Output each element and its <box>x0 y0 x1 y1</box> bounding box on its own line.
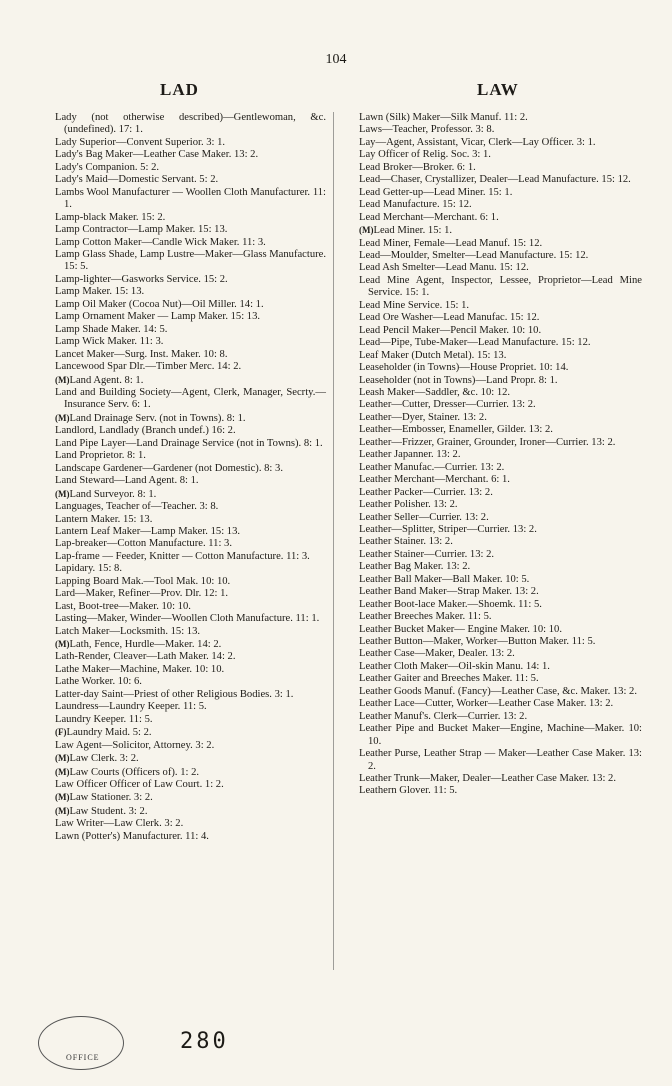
entry-text: Leather Boot-lace Maker.—Shoemk. 11: 5. <box>359 598 542 610</box>
index-entry <box>34 563 326 575</box>
entry-text: Leather—Splitter, Striper—Currier. 13: 2. <box>359 523 537 535</box>
index-entry <box>342 238 642 250</box>
index-entry <box>34 162 326 174</box>
entry-text: Lath, Fence, Hurdle—Maker. 14: 2. <box>69 639 222 651</box>
entry-text: Lawn (Potter's) Manufacturer. 11: 4. <box>55 830 209 842</box>
index-entry <box>34 638 326 651</box>
entry-mark: (M) <box>55 805 70 816</box>
entry-text: Lead Miner. 15: 1. <box>373 225 453 237</box>
entry-text: Lead Pencil Maker—Pencil Maker. 10: 10. <box>359 324 542 336</box>
index-entry <box>34 425 326 437</box>
entry-text: Lawn (Silk) Maker—Silk Manuf. 11: 2. <box>359 112 528 123</box>
entry-text: Lard—Maker, Refiner—Prov. Dlr. 12: 1. <box>55 588 229 600</box>
entry-text: Leather Goods Manuf. (Fancy)—Leather Case, &c. Maker. 13: 2. <box>359 685 637 697</box>
entry-text: Leather Pipe and Bucket Maker—Engine, Machine—Maker. 10: 10. <box>359 723 642 747</box>
index-entry <box>342 312 642 324</box>
index-entry <box>342 300 642 312</box>
entry-text: Leather Merchant—Merchant. 6: 1. <box>359 474 510 486</box>
index-entry <box>342 325 642 337</box>
index-entry <box>34 387 326 412</box>
index-entry <box>34 551 326 563</box>
entry-text: Leather Japanner. 13: 2. <box>359 449 461 461</box>
index-entry <box>34 701 326 713</box>
index-entry <box>34 613 326 625</box>
entry-text: Law Clerk. 3: 2. <box>69 753 139 765</box>
entry-text: Leash Maker—Saddler, &c. 10: 12. <box>359 386 511 398</box>
index-entry <box>342 723 642 748</box>
index-entry <box>342 512 642 524</box>
index-entry <box>342 449 642 461</box>
index-entry <box>34 488 326 501</box>
entry-text: Lead Mine Service. 15: 1. <box>359 299 470 311</box>
entry-text: Leather Cloth Maker—Oil-skin Manu. 14: 1. <box>359 660 550 672</box>
entry-text: Leaf Maker (Dutch Metal). 15: 13. <box>359 349 507 361</box>
entry-text: Lead Getter-up—Lead Miner. 15: 1. <box>359 186 513 198</box>
entry-text: Lady's Companion. 5: 2. <box>55 161 160 173</box>
entry-text: Leathern Glover. 11: 5. <box>359 785 458 797</box>
entry-text: Lead Ore Washer—Lead Manufac. 15: 12. <box>359 312 540 324</box>
index-entry <box>342 149 642 161</box>
entry-text: Leather—Dyer, Stainer. 13: 2. <box>359 411 487 423</box>
entry-text: Lath-Render, Cleaver—Lath Maker. 14: 2. <box>55 651 236 663</box>
index-entry <box>342 574 642 586</box>
index-entry <box>342 686 642 698</box>
entry-mark: (M) <box>359 225 374 236</box>
entry-text: Lap-frame — Feeder, Knitter — Cotton Manufacture. 11: 3. <box>55 550 310 562</box>
entry-text: Lamp Contractor—Lamp Maker. 15: 13. <box>55 224 228 236</box>
entry-text: Leather Packer—Currier. 13: 2. <box>359 486 493 498</box>
entry-text: Leather Stainer—Currier. 13: 2. <box>359 548 495 560</box>
index-entry <box>342 112 642 124</box>
entry-text: Leather Purse, Leather Strap — Maker—Leather Case Maker. 13: 2. <box>359 748 642 772</box>
index-entry <box>342 624 642 636</box>
index-entry <box>34 249 326 274</box>
index-entry <box>34 361 326 373</box>
entry-text: Land Steward—Land Agent. 8: 1. <box>55 475 199 487</box>
index-entry <box>342 636 642 648</box>
entry-text: Laws—Teacher, Professor. 3: 8. <box>359 124 495 136</box>
entry-text: Lamp-black Maker. 15: 2. <box>55 211 166 223</box>
index-entry <box>34 412 326 425</box>
entry-text: Land Proprietor. 8: 1. <box>55 450 146 462</box>
index-entry <box>34 805 326 818</box>
entry-text: Languages, Teacher of—Teacher. 3: 8. <box>55 501 219 513</box>
entry-mark: (M) <box>55 488 70 499</box>
entry-text: Lamp Cotton Maker—Candle Wick Maker. 11: 3. <box>55 236 266 248</box>
entry-text: Lapidary. 15: 8. <box>55 563 122 575</box>
index-entry <box>34 526 326 538</box>
index-entry <box>342 711 642 723</box>
entry-text: Lady's Bag Maker—Leather Case Maker. 13: 2. <box>55 149 259 161</box>
entry-text: Leather Trunk—Maker, Dealer—Leather Case Maker. 13: 2. <box>359 773 616 785</box>
index-entry <box>34 174 326 186</box>
index-entry <box>342 162 642 174</box>
entry-text: Law Courts (Officers of). 1: 2. <box>69 766 200 778</box>
entry-text: Leather Button—Maker, Worker—Button Maker. 11: 5. <box>359 636 596 648</box>
entry-text: Leather Ball Maker—Ball Maker. 10: 5. <box>359 573 530 585</box>
entry-text: Land Surveyor. 8: 1. <box>69 488 157 500</box>
index-entry <box>34 212 326 224</box>
entry-mark: (F) <box>55 727 67 738</box>
entry-text: Lead Broker—Broker. 6: 1. <box>359 161 476 173</box>
entry-text: Law Agent—Solicitor, Attorney. 3: 2. <box>55 739 215 751</box>
entry-text: Lancet Maker—Surg. Inst. Maker. 10: 8. <box>55 348 228 360</box>
index-entry <box>342 212 642 224</box>
entry-text: Lead Manufacture. 15: 12. <box>359 199 472 211</box>
folio-number: 280 <box>180 1029 229 1054</box>
index-entry <box>34 651 326 663</box>
index-entry <box>342 174 642 186</box>
entry-text: Leather—Cutter, Dresser—Currier. 13: 2. <box>359 399 536 411</box>
index-entry <box>34 752 326 765</box>
index-entry <box>342 350 642 362</box>
entry-text: Latter-day Saint—Priest of other Religious Bodies. 3: 1. <box>55 688 294 700</box>
entry-text: Leather Polisher. 13: 2. <box>359 499 458 511</box>
index-entry <box>34 689 326 701</box>
index-entry <box>34 450 326 462</box>
index-entry <box>34 791 326 804</box>
index-entry <box>34 349 326 361</box>
entry-text: Lathe Maker—Machine, Maker. 10: 10. <box>55 663 225 675</box>
index-entry <box>34 374 326 387</box>
index-entry <box>34 576 326 588</box>
entry-text: Lady Superior—Convent Superior. 3: 1. <box>55 136 226 148</box>
entry-mark: (M) <box>55 374 70 385</box>
index-entry <box>342 424 642 436</box>
entry-text: Lead Ash Smelter—Lead Manu. 15: 12. <box>359 262 529 274</box>
entry-text: Laundress—Laundry Keeper. 11: 5. <box>55 701 207 713</box>
entry-text: Land Pipe Layer—Land Drainage Service (not in Towns). 8: 1. <box>55 437 323 449</box>
index-entry <box>342 661 642 673</box>
entry-text: Lamp Ornament Maker — Lamp Maker. 15: 13. <box>55 311 261 323</box>
entry-text: Lay—Agent, Assistant, Vicar, Clerk—Lay Officer. 3: 1. <box>359 136 596 148</box>
entry-text: Lady (not otherwise described)—Gentlewoman, &c. (undefined). 17: 1. <box>55 112 326 136</box>
entry-text: Leather Bag Maker. 13: 2. <box>359 561 471 573</box>
index-entry <box>34 626 326 638</box>
entry-text: Leather Breeches Maker. 11: 5. <box>359 611 492 623</box>
entry-mark: (M) <box>55 753 70 764</box>
index-entry <box>34 514 326 526</box>
index-entry <box>342 375 642 387</box>
entry-text: Lamp Glass Shade, Lamp Lustre—Maker—Glass Manufacture. 15: 5. <box>55 248 326 273</box>
entry-text: Leather—Embosser, Enameller, Gilder. 13: 2. <box>359 424 553 436</box>
entry-text: Lapping Board Mak.—Tool Mak. 10: 10. <box>55 575 231 587</box>
entry-text: Leather Gaiter and Breeches Maker. 11: 5. <box>359 673 539 685</box>
index-entry <box>342 536 642 548</box>
index-entry <box>342 648 642 660</box>
entry-mark: (M) <box>55 412 70 423</box>
index-entry <box>342 586 642 598</box>
index-entry <box>342 124 642 136</box>
entry-text: Lay Officer of Relig. Soc. 3: 1. <box>359 149 491 161</box>
entry-text: Lamp Oil Maker (Cocoa Nut)—Oil Miller. 14: 1. <box>55 298 264 310</box>
entry-text: Lancewood Spar Dlr.—Timber Merc. 14: 2. <box>55 361 242 373</box>
entry-text: Leather—Frizzer, Grainer, Grounder, Ironer—Currier. 13: 2. <box>359 436 616 448</box>
entry-text: Lantern Maker. 15: 13. <box>55 513 153 525</box>
entry-text: Leather Case—Maker, Dealer. 13: 2. <box>359 648 515 660</box>
entry-text: Lamp-lighter—Gasworks Service. 15: 2. <box>55 273 228 285</box>
entry-text: Lantern Leaf Maker—Lamp Maker. 15: 13. <box>55 525 241 537</box>
index-entry <box>342 524 642 536</box>
index-entry <box>34 831 326 843</box>
entry-text: Leather Lace—Cutter, Worker—Leather Case Maker. 13: 2. <box>359 698 614 710</box>
entry-text: Law Officer Officer of Law Court. 1: 2. <box>55 779 224 791</box>
index-entry <box>342 599 642 611</box>
index-entry <box>342 199 642 211</box>
entry-text: Lamp Shade Maker. 14: 5. <box>55 323 168 335</box>
running-head-right: LAW <box>477 80 519 99</box>
entry-text: Law Student. 3: 2. <box>69 805 148 817</box>
column-divider <box>333 112 334 970</box>
page-number: 104 <box>325 52 347 67</box>
index-entry <box>34 299 326 311</box>
entry-text: Leather Stainer. 13: 2. <box>359 536 453 548</box>
entry-text: Leather Seller—Currier. 13: 2. <box>359 511 489 523</box>
index-entry <box>34 501 326 513</box>
index-entry <box>34 438 326 450</box>
entry-text: Land and Building Society—Agent, Clerk, Manager, Secrty.—Insurance Serv. 6: 1. <box>55 386 326 411</box>
index-entry <box>342 748 642 773</box>
entry-mark: (M) <box>55 639 70 650</box>
entry-text: Lead—Pipe, Tube-Maker—Lead Manufacture. 15: 12. <box>359 337 591 349</box>
index-entry <box>342 275 642 300</box>
index-entry <box>342 399 642 411</box>
entry-text: Leaseholder (in Towns)—House Propriet. 10: 14. <box>359 362 569 374</box>
entry-text: Leather Band Maker—Strap Maker. 13: 2. <box>359 586 539 598</box>
index-entry <box>34 112 326 137</box>
index-entry <box>34 137 326 149</box>
entry-text: Lady's Maid—Domestic Servant. 5: 2. <box>55 174 219 186</box>
index-entry <box>342 499 642 511</box>
entry-text: Lead Mine Agent, Inspector, Lessee, Proprietor—Lead Mine Service. 15: 1. <box>359 274 642 299</box>
index-entry <box>342 561 642 573</box>
index-entry <box>34 237 326 249</box>
left-column <box>34 112 326 843</box>
right-column <box>342 112 642 798</box>
index-entry <box>342 224 642 237</box>
index-entry <box>342 773 642 785</box>
entry-text: Land Drainage Serv. (not in Towns). 8: 1. <box>69 412 246 424</box>
index-entry <box>34 601 326 613</box>
index-entry <box>34 475 326 487</box>
index-entry <box>342 474 642 486</box>
entry-text: Landlord, Landlady (Branch undef.) 16: 2. <box>55 425 236 437</box>
index-entry <box>34 274 326 286</box>
entry-text: Latch Maker—Locksmith. 15: 13. <box>55 625 201 637</box>
index-entry <box>34 463 326 475</box>
index-entry <box>342 387 642 399</box>
index-entry <box>342 187 642 199</box>
index-entry <box>342 785 642 797</box>
index-entry <box>34 311 326 323</box>
index-entry <box>34 286 326 298</box>
entry-text: Laundry Keeper. 11: 5. <box>55 713 153 725</box>
index-entry <box>34 818 326 830</box>
index-entry <box>34 726 326 739</box>
index-entry <box>342 412 642 424</box>
entry-text: Lead—Chaser, Crystallizer, Dealer—Lead Manufacture. 15: 12. <box>359 174 631 186</box>
entry-text: Land Agent. 8: 1. <box>69 374 144 386</box>
entry-text: Leaseholder (not in Towns)—Land Propr. 8: 1. <box>359 374 558 386</box>
index-entry <box>34 664 326 676</box>
entry-text: Lead Merchant—Merchant. 6: 1. <box>359 211 499 223</box>
entry-text: Leather Manufac.—Currier. 13: 2. <box>359 461 505 473</box>
index-entry <box>342 611 642 623</box>
entry-text: Leather Bucket Maker— Engine Maker. 10: 10. <box>359 623 562 635</box>
entry-text: Leather Manuf's. Clerk—Currier. 13: 2. <box>359 710 528 722</box>
index-entry <box>34 324 326 336</box>
entry-text: Last, Boot-tree—Maker. 10: 10. <box>55 600 191 612</box>
entry-text: Lathe Worker. 10: 6. <box>55 676 142 688</box>
index-entry <box>342 137 642 149</box>
running-head-left: LAD <box>160 80 199 99</box>
index-entry <box>34 149 326 161</box>
index-entry <box>342 337 642 349</box>
entry-text: Lead Miner, Female—Lead Manuf. 15: 12. <box>359 237 543 249</box>
index-entry <box>34 676 326 688</box>
entry-text: Lamp Maker. 15: 13. <box>55 286 145 298</box>
index-entry <box>342 673 642 685</box>
index-entry <box>34 187 326 212</box>
entry-text: Lambs Wool Manufacturer — Woollen Cloth Manufacturer. 11: 1. <box>55 186 326 211</box>
index-entry <box>342 437 642 449</box>
index-entry <box>342 250 642 262</box>
index-entry <box>34 714 326 726</box>
entry-text: Lamp Wick Maker. 11: 3. <box>55 336 164 348</box>
index-entry <box>342 549 642 561</box>
index-entry <box>342 698 642 710</box>
index-entry <box>342 487 642 499</box>
index-entry <box>34 766 326 779</box>
entry-mark: (M) <box>55 766 70 777</box>
index-entry <box>34 779 326 791</box>
entry-text: Lap-breaker—Cotton Manufacture. 11: 3. <box>55 538 232 550</box>
index-entry <box>34 538 326 550</box>
index-entry <box>34 588 326 600</box>
entry-mark: (M) <box>55 792 70 803</box>
entry-text: Law Writer—Law Clerk. 3: 2. <box>55 818 184 830</box>
index-entry <box>342 262 642 274</box>
entry-text: Laundry Maid. 5: 2. <box>66 727 152 739</box>
stamp-text: OFFICE <box>66 1053 100 1062</box>
index-entry <box>34 740 326 752</box>
entry-text: Law Stationer. 3: 2. <box>69 792 153 804</box>
entry-text: Lasting—Maker, Winder—Woollen Cloth Manufacture. 11: 1. <box>55 613 320 625</box>
index-entry <box>34 224 326 236</box>
entry-text: Landscape Gardener—Gardener (not Domestic). 8: 3. <box>55 462 283 474</box>
index-entry <box>34 336 326 348</box>
index-entry <box>342 362 642 374</box>
index-entry <box>342 462 642 474</box>
entry-text: Lead—Moulder, Smelter—Lead Manufacture. 15: 12. <box>359 249 589 261</box>
